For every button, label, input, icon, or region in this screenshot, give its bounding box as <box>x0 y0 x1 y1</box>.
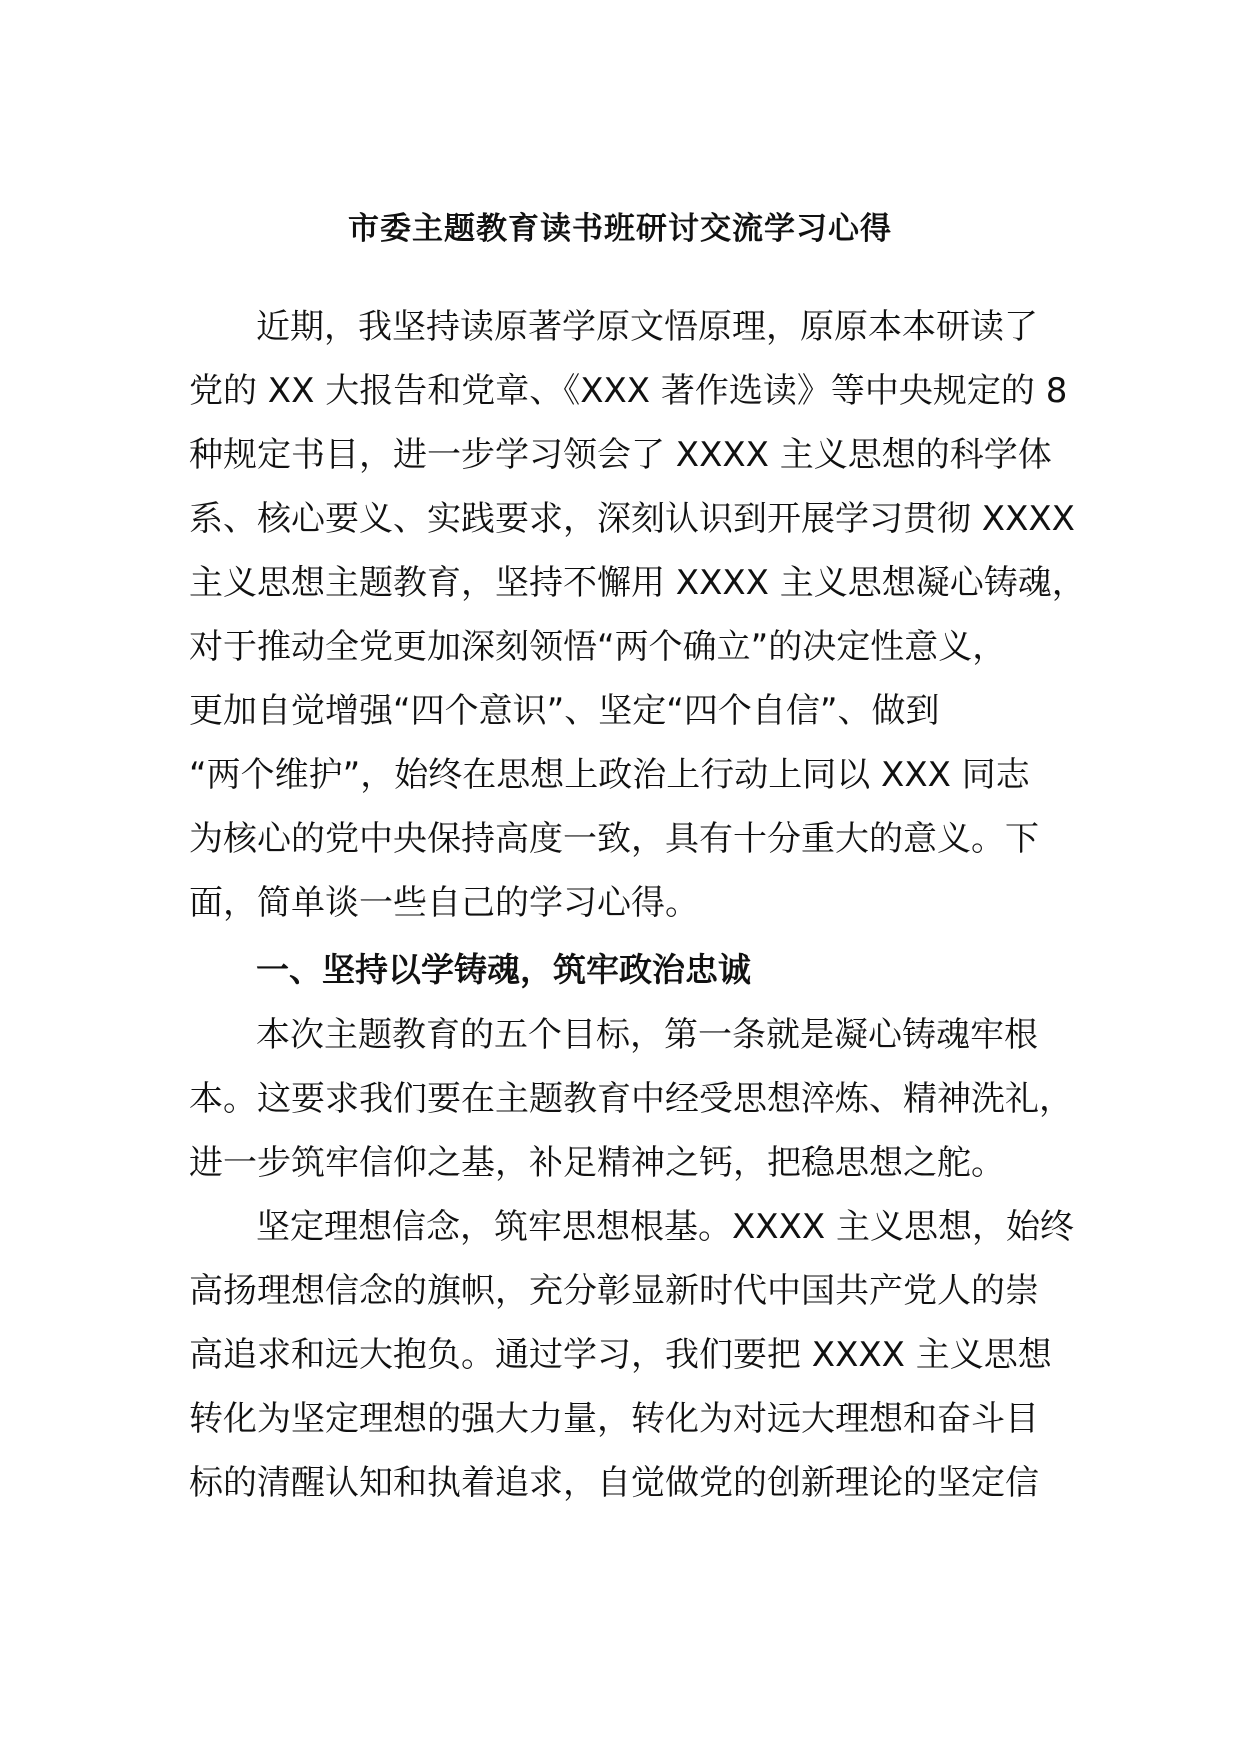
paragraph-line: 为核心的党中央保持高度一致，具有十分重大的意义。下 <box>189 819 1039 859</box>
paragraph-line: 高追求和远大抱负。通过学习，我们要把 XXXX 主义思想 <box>189 1335 1052 1375</box>
paragraph-line: “两个维护”，始终在思想上政治上行动上同以 XXX 同志 <box>189 755 1030 795</box>
paragraph-line: 近期，我坚持读原著学原文悟原理，原原本本研读了 <box>256 307 1038 347</box>
paragraph-line: 进一步筑牢信仰之基，补足精神之钙，把稳思想之舵。 <box>189 1143 1005 1183</box>
paragraph-line: 系、核心要义、实践要求，深刻认识到开展学习贯彻 XXXX <box>189 499 1075 539</box>
paragraph-line: 主义思想主题教育，坚持不懈用 XXXX 主义思想凝心铸魂， <box>189 563 1086 603</box>
paragraph-line: 种规定书目，进一步学习领会了 XXXX 主义思想的科学体 <box>189 435 1052 475</box>
paragraph-line: 高扬理想信念的旗帜，充分彰显新时代中国共产党人的崇 <box>189 1271 1039 1311</box>
paragraph-line: 本次主题教育的五个目标，第一条就是凝心铸魂牢根 <box>256 1015 1038 1055</box>
paragraph-line: 党的 XX 大报告和党章、《XXX 著作选读》等中央规定的 8 <box>189 371 1068 411</box>
paragraph-line: 坚定理想信念，筑牢思想根基。XXXX 主义思想，始终 <box>256 1207 1074 1247</box>
paragraph-line: 对于推动全党更加深刻领悟“两个确立”的决定性意义， <box>189 627 1007 667</box>
paragraph-line: 更加自觉增强“四个意识”、坚定“四个自信”、做到 <box>189 691 940 731</box>
paragraph-line: 标的清醒认知和执着追求，自觉做党的创新理论的坚定信 <box>189 1463 1039 1503</box>
section-heading: 一、坚持以学铸魂，筑牢政治忠诚 <box>256 950 751 989</box>
document-title: 市委主题教育读书班研讨交流学习心得 <box>348 211 892 247</box>
paragraph-line: 面，简单谈一些自己的学习心得。 <box>189 883 699 923</box>
paragraph-line: 转化为坚定理想的强大力量，转化为对远大理想和奋斗目 <box>189 1399 1039 1439</box>
paragraph-line: 本。这要求我们要在主题教育中经受思想淬炼、精神洗礼， <box>189 1079 1073 1119</box>
